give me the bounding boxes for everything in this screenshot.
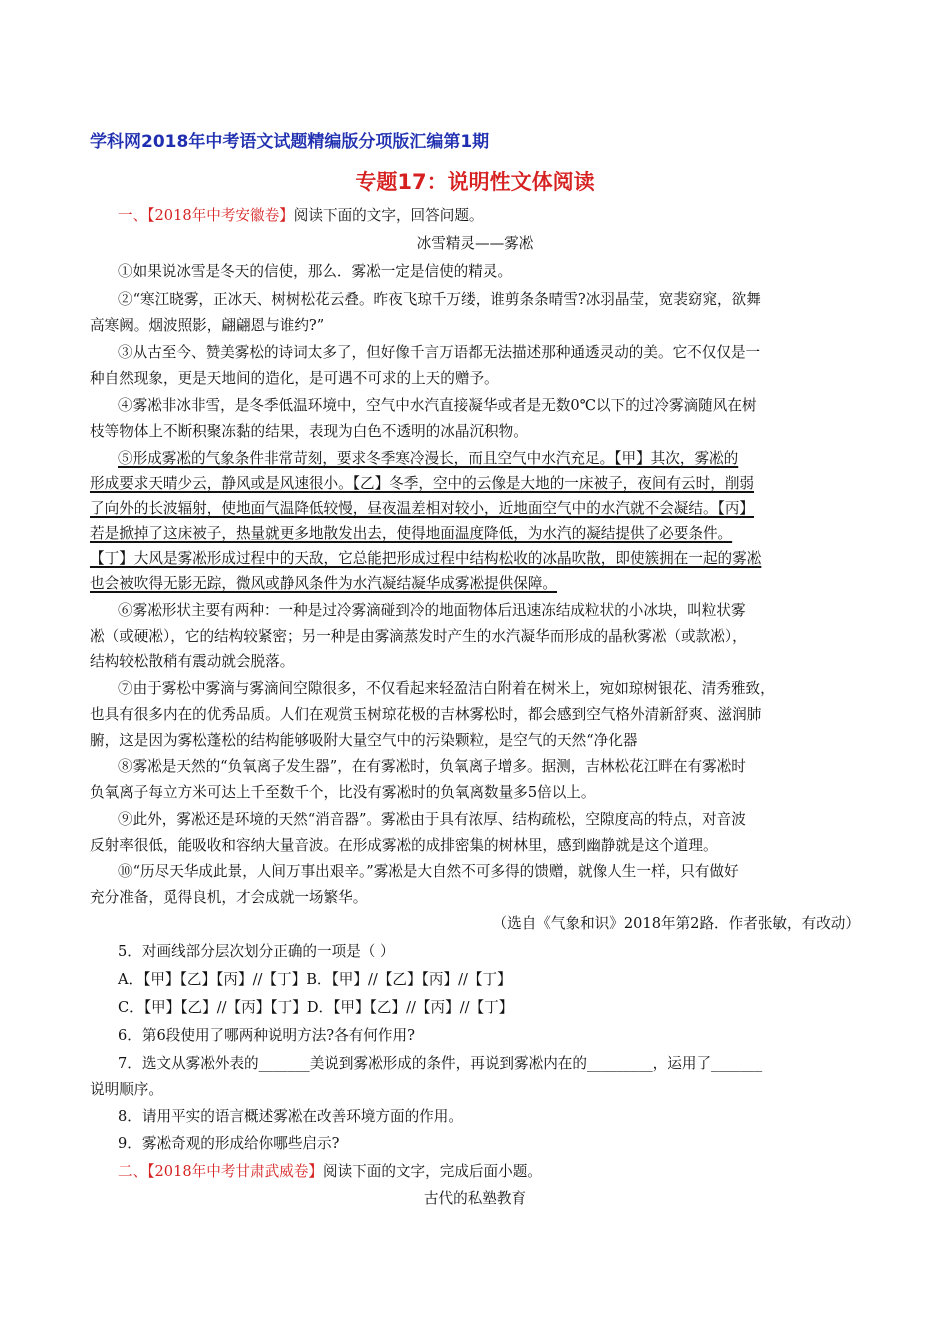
question-7-line2: 说明顺序。 xyxy=(90,1081,163,1098)
paragraph-3-line2: 种自然现象，更是天地间的造化，是可遇不可求的上天的赠予。 xyxy=(90,370,499,387)
paragraph-9-line1: ⑨此外，雾凇还是环境的天然“消音器”。雾凇由于具有浓厚、结构疏松，空隙度高的特点，对音波 xyxy=(118,811,746,828)
paragraph-3-line1: ③从古至今、赞美雾松的诗词太多了，但好像千言万语都无法描述那种通透灵动的美。它不仅仅是一 xyxy=(118,344,761,361)
section2-heading xyxy=(118,1162,865,1182)
paragraph-10-line2: 充分准备，觅得良机，才会成就一场繁华。 xyxy=(90,889,368,906)
paragraph-5-line6: 也会被吹得无影无踪，微风或静风条件为水汽凝结凝华成雾凇提供保障。 xyxy=(90,575,558,592)
question-9: 9．雾凇奇观的形成给你哪些启示? xyxy=(118,1135,340,1152)
topic-title: 专题17：说明性文体阅读 xyxy=(355,170,595,194)
question-7-line1: 7．选文从雾凇外表的_______美说到雾凇形成的条件，再说到雾凇内在的_________，运用了_______ xyxy=(118,1055,763,1072)
paragraph-5-line2: 形成要求天晴少云，静风或是风速很小。【乙】冬季，空中的云像是大地的一床被子，夜间有云时，削弱 xyxy=(90,475,755,492)
paragraph-6-line1: ⑥雾凇形状主要有两种：一种是过冷雾滴碰到冷的地面物体后迅速冻结成粒状的小冰块，叫粒状雾 xyxy=(118,602,746,619)
paragraph-6-line2: 凇（或硬凇），它的结构较紧密；另一种是由雾滴蒸发时产生的水汽凝华而形成的晶秋雾凇（或款凇）， xyxy=(90,628,747,645)
paragraph-6-line3: 结构较松散稍有震动就会脱落。 xyxy=(90,653,295,670)
paragraph-1: ①如果说冰雪是冬天的信使，那么．雾凇一定是信使的精灵。 xyxy=(118,263,513,280)
paragraph-10-line1: ⑩“历尽天华成此景，人间万事出艰辛。”雾凇是大自然不可多得的馈赠，就像人生一样，只有做好 xyxy=(118,863,739,880)
paragraph-5-line4: 若是掀掉了这床被子，热量就更多地散发出去，使得地面温度降低，为水汽的凝结提供了必要条件。 xyxy=(90,525,733,542)
question-8: 8．请用平实的语言概述雾凇在改善环境方面的作用。 xyxy=(118,1108,463,1125)
paragraph-7-line1: ⑦由于雾松中雾滴与雾滴间空隙很多，不仅看起来轻盈洁白附着在树米上，宛如琼树银花、清秀雅致， xyxy=(118,680,775,697)
paragraph-5-line3: 了向外的长波辐射，使地面气温降低较慢，昼夜温差相对较小，近地面空气中的水汽就不会凝结。【丙】 xyxy=(90,500,755,517)
paragraph-9-line2: 反射率很低，能吸收和容纳大量音波。在形成雾凇的成排密集的树林里，感到幽静就是这个道理。 xyxy=(90,837,718,854)
paragraph-7-line2: 也具有很多内在的优秀品质。人们在观赏玉树琼花极的吉林雾松时，都会感到空气格外清新舒爽、滋润肺 xyxy=(90,706,762,723)
section2-number: 二、 xyxy=(118,1163,148,1180)
source-citation: （选自《气象和识》2018年第2路．作者张敏，有改动） xyxy=(492,915,860,932)
paragraph-5-line1: ⑤形成雾凇的气象条件非常苛刻，要求冬季寒冷漫长，而且空气中水汽充足。【甲】其次，雾凇的 xyxy=(118,450,739,467)
section1-number: 一、 xyxy=(118,207,148,224)
section1-instruction: 阅读下面的文字，回答问题。 xyxy=(293,207,484,224)
article2-title: 古代的私塾教育 xyxy=(423,1190,527,1207)
paragraph-4-line2: 枝等物体上不断积聚冻黏的结果，表现为白色不透明的冰晶沉积物。 xyxy=(90,423,528,440)
paragraph-8-line2: 负氧离子每立方米可达上千至数千个，比没有雾凇时的负氧离数量多5倍以上。 xyxy=(90,784,596,801)
article1-title: 冰雪精灵——雾凇 xyxy=(416,235,534,252)
section2-source: 【2018年中考甘肃武威卷】 xyxy=(147,1163,323,1180)
section1-heading xyxy=(118,206,865,226)
paragraph-7-line3: 腑，这是因为雾松蓬松的结构能够吸附大量空气中的污染颗粒，是空气的天然“净化器 xyxy=(90,732,638,749)
question-5: 5．对画线部分层次划分正确的一项是（ ） xyxy=(118,943,395,960)
paragraph-2-line1: ②“寒江晓雾，正冰天、树树松花云叠。昨夜飞琼千万缕，谁剪条条晴雪?冰羽晶莹，宽裴窈窕，欲舞 xyxy=(118,291,761,308)
paragraph-8-line1: ⑧雾凇是天然的“负氧离子发生器”，在有雾凇时，负氧离子增多。据测，吉林松花江畔在有雾凇时 xyxy=(118,758,746,775)
question-5-options-cd: C．【甲】【乙】//【丙】【丁】D．【甲】【乙】//【丙】//【丁】 xyxy=(118,999,514,1016)
question-6: 6．第6段使用了哪两种说明方法?各有何作用? xyxy=(118,1027,415,1044)
question-5-options-ab: A．【甲】【乙】【丙】//【丁】B．【甲】//【乙】【丙】//【丁】 xyxy=(118,971,512,988)
section2-instruction: 阅读下面的文字，完成后面小题。 xyxy=(322,1163,542,1180)
paragraph-4-line1: ④雾凇非冰非雪，是冬季低温环境中，空气中水汽直接凝华或者是无数0℃以下的过冷雾滴随风在树 xyxy=(118,397,757,414)
paragraph-2-line2: 高寒阙。烟波照影，翩翩恩与谁约?” xyxy=(90,317,325,334)
paragraph-5-line5: 【丁】大风是雾凇形成过程中的天敌，它总能把形成过程中结构松收的冰晶吹散，即使簇拥在一起的雾凇 xyxy=(90,550,762,567)
document-header: 学科网2018年中考语文试题精编版分项版汇编第1期 xyxy=(90,132,490,152)
section1-source: 【2018年中考安徽卷】 xyxy=(147,207,294,224)
